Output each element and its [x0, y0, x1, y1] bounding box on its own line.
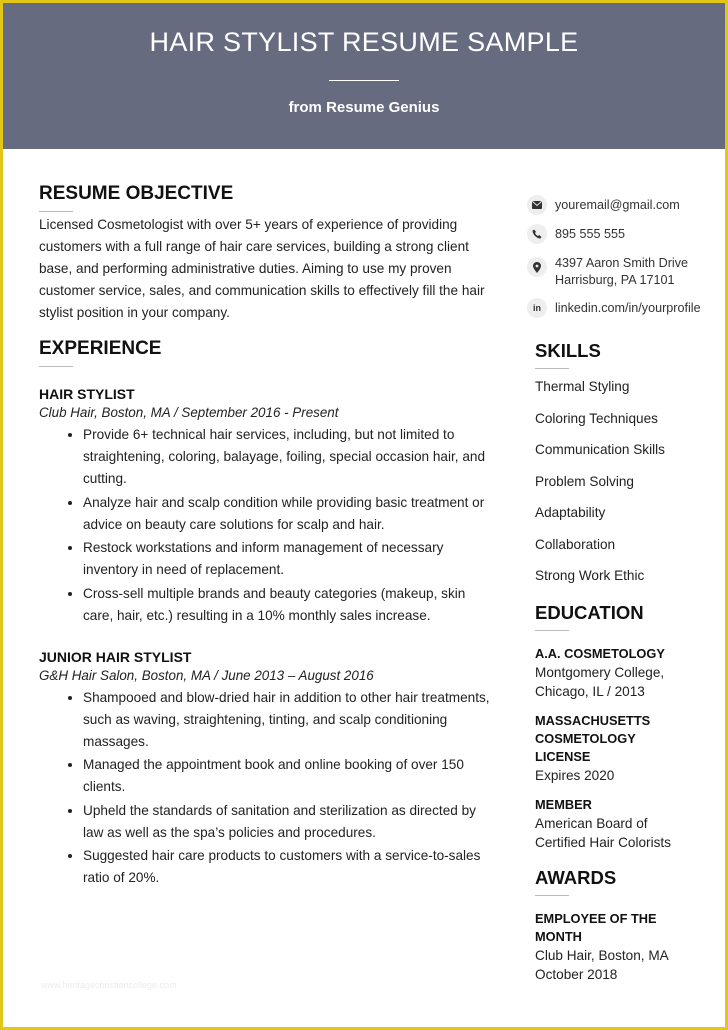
- page-subtitle: from Resume Genius: [288, 99, 440, 116]
- header-divider: [329, 80, 399, 81]
- education-line: Montgomery College,: [535, 664, 665, 680]
- address-line-2: Harrisburg, PA 17101: [555, 273, 675, 287]
- section-divider: [535, 368, 569, 369]
- skill-item: Strong Work Ethic: [535, 568, 645, 583]
- phone-text: 895 555 555: [555, 227, 626, 241]
- skill-item: Problem Solving: [535, 473, 634, 489]
- contact-phone[interactable]: [527, 224, 717, 244]
- skill-item: Coloring Techniques: [535, 410, 658, 426]
- education-section: [535, 602, 717, 852]
- section-divider: [535, 630, 569, 631]
- page-title: HAIR STYLIST RESUME SAMPLE: [149, 27, 579, 57]
- award-entry: [535, 910, 675, 984]
- award-title: EMPLOYEE OF THE MONTH: [535, 910, 657, 944]
- job-bullet: • Upheld the standards of sanitation and sterilization as directed by law as well as the spa’s policies and procedures.: [83, 800, 499, 844]
- email-text: youremail@gmail.com: [555, 198, 680, 212]
- skill-item: Communication Skills: [535, 442, 665, 457]
- job-bullet: • Managed the appointment book and online booking of over 150 clients.: [83, 754, 499, 798]
- job-entry: [39, 649, 499, 890]
- education-entry: [535, 645, 717, 701]
- objective-text: Licensed Cosmetologist with over 5+ years of experience of providing customers with a full range of hair care services, building a strong client base, and performing administrative duties. Aiming to use my proven customer service, sales, and communication skills to effectively fill the hair stylist position in your company.: [39, 217, 485, 320]
- email-icon: [527, 195, 547, 215]
- job-entry: [39, 386, 499, 627]
- awards-section: [535, 867, 717, 984]
- section-divider: [39, 211, 73, 212]
- education-entry: [535, 796, 717, 852]
- linkedin-icon: in: [527, 298, 547, 318]
- skills-heading: SKILLS: [535, 340, 601, 361]
- section-divider: [535, 895, 569, 896]
- education-heading: EDUCATION: [535, 601, 644, 623]
- education-line: Expires 2020: [535, 767, 615, 783]
- header-banner: [3, 3, 725, 149]
- experience-heading: EXPERIENCE: [39, 338, 162, 359]
- skills-section: [527, 340, 717, 600]
- contact-section: [527, 195, 717, 318]
- job-bullet: • Analyze hair and scalp condition while providing basic treatment or advice on beauty care solutions for scalp and hair.: [83, 492, 499, 536]
- awards-heading: AWARDS: [535, 866, 617, 888]
- job-bullet: • Suggested hair care products to customers with a service-to-sales ratio of 20%.: [83, 845, 499, 889]
- skill-item: Adaptability: [535, 505, 606, 520]
- contact-email[interactable]: [527, 195, 717, 215]
- job-bullet: • Shampooed and blow-dried hair in addition to other hair treatments, such as waving, straightening, tinting, and scalp conditioning massages.: [83, 687, 499, 753]
- job-bullet: • Provide 6+ technical hair services, including, but not limited to straightening, coloring, balayage, foiling, special occasion hair, and cutting.: [83, 424, 499, 490]
- job-bullet: • Cross-sell multiple brands and beauty categories (makeup, skin care, hair, etc.) resulting in a 10% monthly sales increase.: [83, 583, 499, 627]
- job-title: HAIR STYLIST: [39, 386, 135, 402]
- award-line: October 2018: [535, 966, 618, 982]
- job-bullets: [39, 424, 499, 627]
- main-column: [39, 183, 499, 891]
- education-title: A.A. COSMETOLOGY: [535, 645, 665, 661]
- education-title: MEMBER: [535, 796, 592, 812]
- section-divider: [39, 366, 73, 367]
- contact-address: [527, 253, 717, 289]
- skill-item: Thermal Styling: [535, 379, 630, 394]
- skill-item: Collaboration: [535, 536, 616, 552]
- address-text: [555, 253, 688, 289]
- education-line: Certified Hair Colorists: [535, 834, 671, 850]
- watermark-text: www.heritagechristiancollege.com: [41, 980, 177, 990]
- education-title: MASSACHUSETTS COSMETOLOGY LICENSE: [535, 712, 651, 764]
- objective-heading: RESUME OBJECTIVE: [39, 183, 234, 204]
- job-bullets: [39, 687, 499, 890]
- award-line: Club Hair, Boston, MA: [535, 947, 669, 963]
- job-title: JUNIOR HAIR STYLIST: [39, 648, 192, 665]
- education-line: Chicago, IL / 2013: [535, 683, 645, 699]
- phone-icon: [527, 224, 547, 244]
- education-entry: [535, 712, 675, 785]
- location-pin-icon: [527, 257, 547, 277]
- linkedin-text: linkedin.com/in/yourprofile: [555, 301, 701, 315]
- job-bullet: • Restock workstations and inform management of necessary inventory in need of replacement.: [83, 537, 499, 581]
- job-meta: G&H Hair Salon, Boston, MA / June 2013 – August 2016: [39, 667, 374, 683]
- sidebar-column: [527, 195, 717, 984]
- objective-section: [39, 183, 499, 324]
- experience-section: [39, 338, 499, 889]
- education-line: American Board of: [535, 815, 648, 831]
- address-line-1: 4397 Aaron Smith Drive: [555, 256, 689, 270]
- contact-linkedin[interactable]: [527, 298, 717, 318]
- job-meta: Club Hair, Boston, MA / September 2016 - Present: [39, 405, 339, 420]
